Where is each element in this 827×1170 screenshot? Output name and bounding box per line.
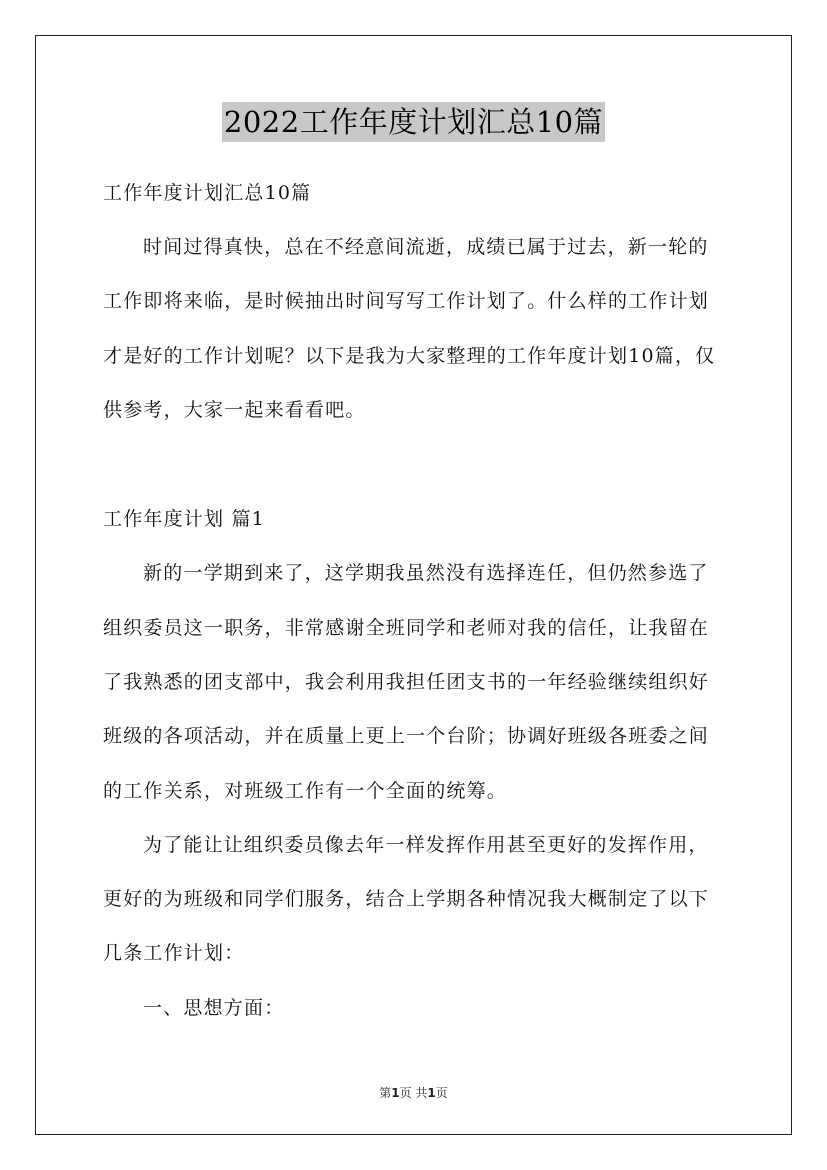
- footer-total-pages: 1: [427, 1086, 436, 1100]
- paragraph-line: 为了能让让组织委员像去年一样发挥作用甚至更好的发挥作用，: [143, 834, 709, 856]
- page-footer: [0, 1084, 827, 1101]
- paragraph-line: 新的一学期到来了，这学期我虽然没有选择连任，但仍然参选了: [143, 562, 709, 584]
- footer-suffix: 页: [435, 1086, 448, 1100]
- subtitle-line: 工作年度计划汇总10篇: [103, 182, 312, 204]
- footer-mid: 页 共: [399, 1086, 428, 1100]
- paragraph-line: 组织委员这一职务，非常感谢全班同学和老师对我的信任，让我留在: [103, 617, 710, 639]
- list-heading: 一、思想方面：: [143, 997, 285, 1019]
- document-title: 2022工作年度计划汇总10篇: [222, 102, 605, 142]
- paragraph-line: 的工作关系，对班级工作有一个全面的统筹。: [103, 780, 508, 802]
- title-container: [0, 102, 827, 142]
- paragraph-line: 才是好的工作计划呢？以下是我为大家整理的工作年度计划10篇，仅: [103, 345, 716, 367]
- footer-prefix: 第: [379, 1086, 392, 1100]
- paragraph-line: 工作即将来临，是时候抽出时间写写工作计划了。什么样的工作计划: [103, 290, 710, 312]
- paragraph-line: 供参考，大家一起来看看吧。: [103, 399, 366, 421]
- footer-current-page: 1: [391, 1086, 400, 1100]
- paragraph-line: 了我熟悉的团支部中，我会利用我担任团支书的一年经验继续组织好: [103, 671, 710, 693]
- section-heading: 工作年度计划 篇1: [103, 508, 265, 530]
- paragraph-line: 更好的为班级和同学们服务，结合上学期各种情况我大概制定了以下: [103, 888, 710, 910]
- paragraph-line: 班级的各项活动，并在质量上更上一个台阶；协调好班级各班委之间: [103, 725, 710, 747]
- paragraph-line: 时间过得真快，总在不经意间流逝，成绩已属于过去，新一轮的: [143, 236, 709, 258]
- paragraph-line: 几条工作计划：: [103, 942, 245, 964]
